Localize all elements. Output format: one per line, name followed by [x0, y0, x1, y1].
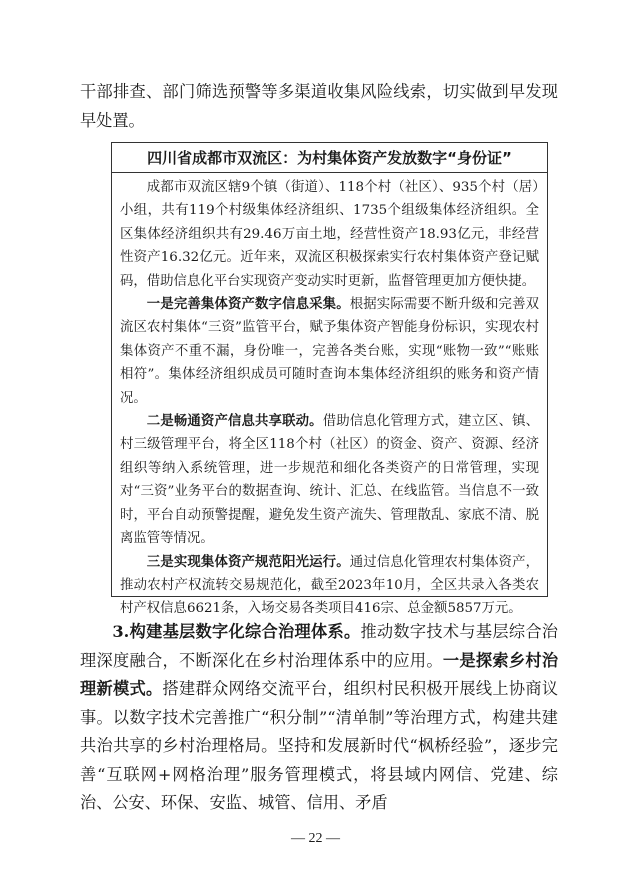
- page-number: — 22 —: [291, 831, 340, 846]
- case-paragraph-2: [120, 293, 539, 410]
- case-paragraph-2-text: 根据实际需要不断升级和完善双流区农村集体“三资”监管平台，赋予集体资产智能身份标识，实现农村集体资产不重不漏，身份唯一，完善各类台账，实现“账物一致”“账账相符”。集体经济组织成员可随时查询本集体经济组织的账务和资产情况。: [120, 297, 540, 406]
- case-paragraph-3: [120, 410, 539, 550]
- section-3-text-a: 推动数字技术与基层综合治理深度融合，不断深化在乡村治理体系中的应用。: [80, 622, 558, 670]
- case-study-box: [111, 142, 548, 617]
- section-3-text: [80, 618, 558, 818]
- case-paragraph-3-lead: 二是畅通资产信息共享联动。: [146, 413, 323, 430]
- case-paragraph-3-text: 借助信息化管理方式，建立区、镇、村三级管理平台，将全区118个村（社区）的资金、资产、资源、经济组织等纳入系统管理，进一步规范和细化各类资产的日常管理，实现对“三资”业务平台的数据查询、统计、汇总、在线监管。当信息不一致时，平台自动预警提醒，避免发生资产流失、管理散乱、家底不清、脱离监管等情况。: [120, 414, 540, 547]
- section-3-subheading: 一是探索乡村治理新模式。: [80, 650, 559, 698]
- section-3-paragraph: [80, 618, 558, 818]
- section-3-heading: 3.构建基层数字化综合治理体系。: [112, 622, 361, 641]
- case-paragraph-1-text: 成都市双流区辖9个镇（街道）、118个村（社区）、935个村（居）小组，共有119个村级集体经济组织、1735个组级集体经济组织。全区集体经济组织共有29.46万亩土地，经营性资产18.93亿元，非经营性资产16.32亿元。近年来，双流区积极探索实行农村集体资产登记赋码，借助信息化平台实现资产变动实时更新，监督管理更加方便快捷。: [120, 180, 539, 289]
- case-paragraph-4-lead: 三是实现集体资产规范阳光运行。: [146, 553, 350, 570]
- case-paragraph-4: [120, 551, 539, 621]
- intro-text: 干部排查、部门筛选预警等多渠道收集风险线索，切实做到早发现早处置。: [80, 82, 558, 130]
- case-paragraph-2-lead: 一是完善集体资产数字信息采集。: [146, 296, 350, 313]
- section-3-text-b: 搭建群众网络交流平台，组织村民积极开展线上协商议事。以数字技术完善推广“积分制”“清单制”等治理方式，构建共建共治共享的乡村治理格局。坚持和发展新时代“枫桥经验”，逐步完善“互联网+网格治理”服务管理模式，将县域内网信、党建、综治、公安、环保、安监、城管、信用、矛盾: [80, 679, 559, 812]
- case-paragraph-4-text: 通过信息化管理农村集体资产，推动农村产权流转交易规范化，截至2023年10月，全区共录入各类农村产权信息6621条，入场交易各类项目416宗、总金额5857万元。: [120, 554, 540, 617]
- case-paragraph-1: [120, 176, 539, 293]
- case-study-body: [112, 173, 547, 621]
- intro-paragraph: [80, 78, 558, 135]
- case-study-title: 四川省成都市双流区：为村集体资产发放数字“身份证”: [112, 143, 547, 173]
